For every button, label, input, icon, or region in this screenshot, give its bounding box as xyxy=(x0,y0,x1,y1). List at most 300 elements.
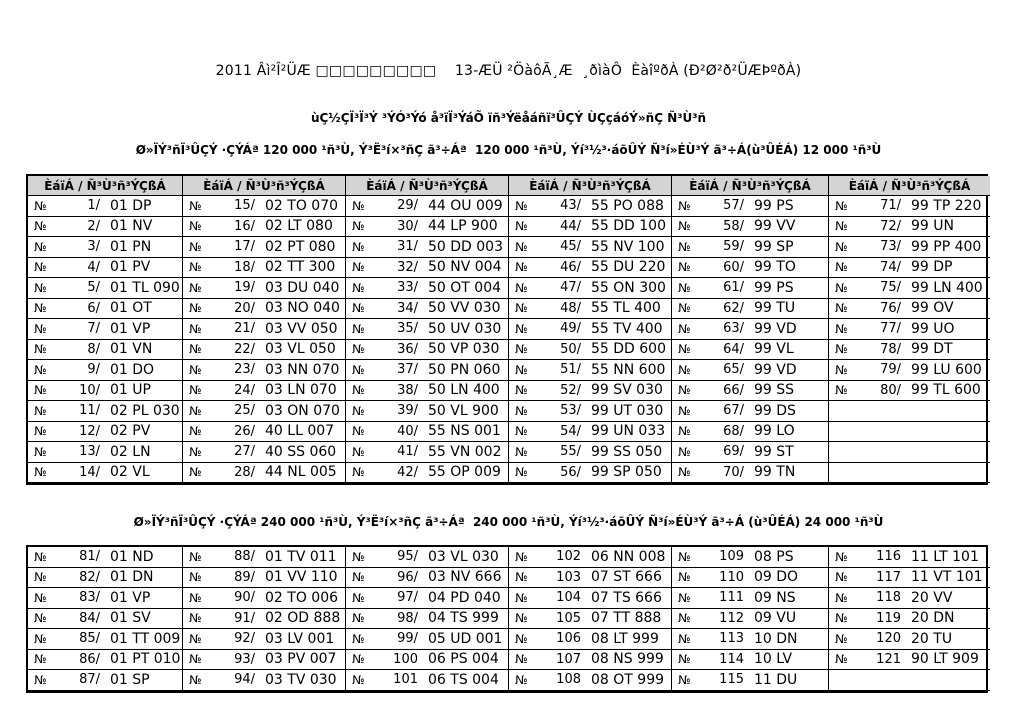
lot-no-sign: № xyxy=(189,239,202,254)
lot-cell xyxy=(28,360,183,381)
empty-cell xyxy=(829,401,990,422)
lot-code: 99 TU xyxy=(754,300,796,317)
lot-cell xyxy=(829,568,990,589)
lot-cell xyxy=(509,381,672,402)
lot-cell xyxy=(672,588,829,609)
lot-cell xyxy=(829,237,990,258)
lot-code: 99 SP 050 xyxy=(591,464,662,481)
lot-no-sign: № xyxy=(189,465,202,480)
lot-code: 03 TV 030 xyxy=(265,671,337,688)
lot-number: 19/ xyxy=(234,280,255,296)
lot-cell xyxy=(346,609,509,630)
lot-cell xyxy=(829,340,990,361)
lot-no-sign: № xyxy=(835,549,848,564)
lot-no-sign: № xyxy=(34,280,47,295)
lot-code: 55 PO 088 xyxy=(591,197,664,214)
lot-number: 61/ xyxy=(723,280,744,296)
lot-number: 119 xyxy=(876,610,901,626)
lot-cell xyxy=(829,299,990,320)
lot-code: 03 VL 050 xyxy=(265,341,336,358)
lot-no-sign: № xyxy=(352,611,365,626)
lot-cell xyxy=(183,442,346,463)
lot-cell xyxy=(183,629,346,650)
lot-cell xyxy=(509,422,672,443)
lot-cell xyxy=(28,319,183,340)
lot-no-sign: № xyxy=(515,239,528,254)
lot-no-sign: № xyxy=(515,280,528,295)
lot-no-sign: № xyxy=(352,198,365,213)
lot-no-sign: № xyxy=(678,590,691,605)
lot-no-sign: № xyxy=(515,362,528,377)
lot-number: 18/ xyxy=(234,259,255,275)
lot-number: 58/ xyxy=(723,218,744,234)
lot-cell xyxy=(509,442,672,463)
lot-number: 10/ xyxy=(79,382,100,398)
lot-code: 99 OV xyxy=(911,300,954,317)
lot-cell xyxy=(28,442,183,463)
lot-number: 7/ xyxy=(87,321,100,337)
lot-no-sign: № xyxy=(34,342,47,357)
lot-number: 86/ xyxy=(79,651,100,667)
lot-number: 25/ xyxy=(234,403,255,419)
lot-number: 78/ xyxy=(880,341,901,357)
lot-cell xyxy=(183,422,346,443)
column-header: ÈáïÁ / Ñ³Ù³ñ³ÝÇßÁ xyxy=(829,176,990,196)
lot-code: 99 SP xyxy=(754,238,794,255)
lot-no-sign: № xyxy=(34,672,47,687)
lot-code: 55 VN 002 xyxy=(428,443,502,460)
lot-number: 120 xyxy=(876,631,901,647)
lot-no-sign: № xyxy=(678,465,691,480)
lot-number: 21/ xyxy=(234,321,255,337)
lot-cell xyxy=(346,547,509,568)
lot-number: 116 xyxy=(876,549,901,565)
lot-number: 32/ xyxy=(397,259,418,275)
lot-code: 55 NN 600 xyxy=(591,361,666,378)
lot-number: 68/ xyxy=(723,423,744,439)
lot-no-sign: № xyxy=(189,198,202,213)
lot-cell xyxy=(28,588,183,609)
lot-no-sign: № xyxy=(678,239,691,254)
lot-number: 81/ xyxy=(79,549,100,565)
lot-number: 74/ xyxy=(880,259,901,275)
lot-code: 50 VL 900 xyxy=(428,402,499,419)
lot-code: 55 DD 600 xyxy=(591,341,666,358)
lot-number: 53/ xyxy=(560,403,581,419)
lot-code: 99 TL 600 xyxy=(911,382,981,399)
lot-no-sign: № xyxy=(34,362,47,377)
lot-number: 110 xyxy=(719,569,744,585)
lot-code: 02 PT 080 xyxy=(265,238,336,255)
lot-no-sign: № xyxy=(835,239,848,254)
lot-number: 35/ xyxy=(397,321,418,337)
lot-cell xyxy=(28,401,183,422)
lot-cell xyxy=(672,629,829,650)
lot-cell xyxy=(183,463,346,484)
lot-no-sign: № xyxy=(189,280,202,295)
lot-number: 48/ xyxy=(560,300,581,316)
lot-code: 01 TT 009 xyxy=(110,630,181,647)
lot-no-sign: № xyxy=(34,590,47,605)
lot-cell xyxy=(672,340,829,361)
lot-code: 50 OT 004 xyxy=(428,279,502,296)
lot-code: 01 OT xyxy=(110,300,152,317)
lot-number: 22/ xyxy=(234,341,255,357)
lot-code: 44 NL 005 xyxy=(265,464,337,481)
lot-cell xyxy=(672,401,829,422)
lot-code: 01 PV xyxy=(110,259,151,276)
lot-cell xyxy=(829,217,990,238)
lot-no-sign: № xyxy=(678,260,691,275)
lot-code: 01 DN xyxy=(110,569,154,586)
lot-no-sign: № xyxy=(515,342,528,357)
lot-code: 01 VN xyxy=(110,341,153,358)
lot-code: 01 VP xyxy=(110,320,151,337)
lot-code: 03 NO 040 xyxy=(265,300,340,317)
lot-no-sign: № xyxy=(835,362,848,377)
lot-cell xyxy=(346,629,509,650)
lot-number: 82/ xyxy=(79,569,100,585)
lot-no-sign: № xyxy=(189,301,202,316)
lot-cell xyxy=(28,217,183,238)
lot-code: 50 LN 400 xyxy=(428,382,500,399)
lot-no-sign: № xyxy=(515,403,528,418)
lot-no-sign: № xyxy=(515,549,528,564)
lot-code: 08 NS 999 xyxy=(591,651,664,668)
lot-code: 50 NV 004 xyxy=(428,259,502,276)
lot-no-sign: № xyxy=(34,219,47,234)
lot-code: 50 UV 030 xyxy=(428,320,502,337)
lot-cell xyxy=(28,340,183,361)
lot-number: 15/ xyxy=(234,198,255,214)
lot-no-sign: № xyxy=(352,590,365,605)
lot-code: 02 LN xyxy=(110,443,151,460)
lot-code: 08 OT 999 xyxy=(591,671,665,688)
lot-number: 38/ xyxy=(397,382,418,398)
lot-cell xyxy=(346,650,509,671)
lot-no-sign: № xyxy=(34,383,47,398)
lot-cell xyxy=(183,588,346,609)
lot-number: 44/ xyxy=(560,218,581,234)
lot-no-sign: № xyxy=(189,424,202,439)
lot-no-sign: № xyxy=(352,362,365,377)
lot-code: 04 PD 040 xyxy=(428,589,501,606)
lot-number: 14/ xyxy=(79,464,100,480)
lot-code: 02 TO 070 xyxy=(265,197,339,214)
lot-number: 111 xyxy=(719,590,744,606)
lot-number: 52/ xyxy=(560,382,581,398)
lot-no-sign: № xyxy=(352,631,365,646)
lot-cell xyxy=(672,217,829,238)
lot-cell xyxy=(672,422,829,443)
lot-cell xyxy=(28,299,183,320)
lot-number: 91/ xyxy=(234,610,255,626)
lot-no-sign: № xyxy=(515,652,528,667)
lot-cell xyxy=(28,381,183,402)
lot-number: 29/ xyxy=(397,198,418,214)
lot-no-sign: № xyxy=(678,403,691,418)
lot-number: 12/ xyxy=(79,423,100,439)
lot-no-sign: № xyxy=(835,590,848,605)
lot-code: 03 PV 007 xyxy=(265,651,337,668)
lot-no-sign: № xyxy=(352,403,365,418)
lot-no-sign: № xyxy=(34,444,47,459)
lot-no-sign: № xyxy=(34,465,47,480)
lot-no-sign: № xyxy=(835,280,848,295)
lot-cell xyxy=(346,442,509,463)
lot-cell xyxy=(346,217,509,238)
lot-no-sign: № xyxy=(835,321,848,336)
lot-number: 104 xyxy=(556,590,581,606)
lot-cell xyxy=(829,629,990,650)
lot-cell xyxy=(346,278,509,299)
section-1-heading: Ø»ÏÝ³ñÏ³ÛÇÝ ·ÇÝÁª 120 000 ¹ñ³Ù, Ý³Ë³í×³ñÇ ã³÷Áª 120 000 ¹ñ³Ù, Ýí³½³·áõÛÝ Ñ³í»ÉÙ³Ý ã³÷Á(ù³ÛÉÁ) 12 000 ¹ñ³Ù xyxy=(135,143,882,157)
lot-code: 02 TO 006 xyxy=(265,589,339,606)
empty-cell xyxy=(829,463,990,484)
lot-no-sign: № xyxy=(678,631,691,646)
lot-cell xyxy=(346,670,509,691)
lot-code: 04 TS 999 xyxy=(428,610,499,627)
lot-cell xyxy=(183,670,346,691)
lot-number: 90/ xyxy=(234,590,255,606)
lot-code: 01 DP xyxy=(110,197,152,214)
lot-no-sign: № xyxy=(515,424,528,439)
lot-number: 99/ xyxy=(397,631,418,647)
lot-cell xyxy=(346,299,509,320)
lot-cell xyxy=(183,547,346,568)
lot-no-sign: № xyxy=(515,383,528,398)
lot-cell xyxy=(183,237,346,258)
lot-code: 99 LN 400 xyxy=(911,279,983,296)
lot-no-sign: № xyxy=(835,260,848,275)
lot-no-sign: № xyxy=(189,219,202,234)
lot-cell xyxy=(28,650,183,671)
lot-code: 99 DP xyxy=(911,259,953,276)
lot-cell xyxy=(183,381,346,402)
lot-code: 50 VV 030 xyxy=(428,300,501,317)
lot-no-sign: № xyxy=(352,342,365,357)
lot-code: 05 UD 001 xyxy=(428,630,503,647)
lot-cell xyxy=(28,547,183,568)
lot-no-sign: № xyxy=(34,611,47,626)
lot-cell xyxy=(672,442,829,463)
lot-no-sign: № xyxy=(515,611,528,626)
lot-code: 01 VV 110 xyxy=(265,569,338,586)
lot-number: 36/ xyxy=(397,341,418,357)
lot-number: 39/ xyxy=(397,403,418,419)
lot-number: 106 xyxy=(556,631,581,647)
lot-code: 07 TS 666 xyxy=(591,589,662,606)
lot-code: 44 LP 900 xyxy=(428,218,498,235)
lot-code: 02 LT 080 xyxy=(265,218,333,235)
lot-no-sign: № xyxy=(678,383,691,398)
lot-cell xyxy=(183,319,346,340)
lot-code: 01 DO xyxy=(110,361,155,378)
lot-number: 9/ xyxy=(87,362,100,378)
lot-number: 79/ xyxy=(880,362,901,378)
lot-cell xyxy=(509,278,672,299)
lot-no-sign: № xyxy=(835,631,848,646)
lot-no-sign: № xyxy=(189,590,202,605)
lot-no-sign: № xyxy=(678,611,691,626)
lot-code: 55 NS 001 xyxy=(428,423,501,440)
lot-no-sign: № xyxy=(352,260,365,275)
lot-number: 8/ xyxy=(87,341,100,357)
lot-number: 71/ xyxy=(880,198,901,214)
lot-no-sign: № xyxy=(515,219,528,234)
lot-no-sign: № xyxy=(189,260,202,275)
lot-cell xyxy=(346,340,509,361)
lot-code: 03 NN 070 xyxy=(265,361,340,378)
lot-number: 51/ xyxy=(560,362,581,378)
lot-code: 99 TP 220 xyxy=(911,197,982,214)
lot-no-sign: № xyxy=(189,672,202,687)
lot-number: 13/ xyxy=(79,444,100,460)
lot-number: 23/ xyxy=(234,362,255,378)
lot-code: 01 TV 011 xyxy=(265,548,337,565)
lot-no-sign: № xyxy=(34,321,47,336)
lot-cell xyxy=(672,568,829,589)
lot-cell xyxy=(28,463,183,484)
lot-code: 99 PS xyxy=(754,279,794,296)
lot-no-sign: № xyxy=(352,219,365,234)
empty-cell xyxy=(829,670,990,691)
lot-number: 6/ xyxy=(87,300,100,316)
lot-number: 95/ xyxy=(397,549,418,565)
lot-no-sign: № xyxy=(678,570,691,585)
lot-code: 01 TL 090 xyxy=(110,279,180,296)
lot-number: 67/ xyxy=(723,403,744,419)
lot-no-sign: № xyxy=(34,260,47,275)
empty-cell xyxy=(829,422,990,443)
lot-no-sign: № xyxy=(515,260,528,275)
lot-code: 40 SS 060 xyxy=(265,443,337,460)
lot-no-sign: № xyxy=(352,321,365,336)
lot-code: 99 VV xyxy=(754,218,796,235)
lot-no-sign: № xyxy=(835,198,848,213)
lot-number: 100 xyxy=(393,651,418,667)
lot-code: 20 TU xyxy=(911,630,953,647)
lot-number: 101 xyxy=(393,672,418,688)
lot-code: 08 LT 999 xyxy=(591,630,659,647)
lot-no-sign: № xyxy=(515,198,528,213)
lot-code: 01 SV xyxy=(110,610,151,627)
lot-no-sign: № xyxy=(678,198,691,213)
lot-table-2 xyxy=(26,545,988,693)
lot-cell xyxy=(183,568,346,589)
lot-code: 02 VL xyxy=(110,464,150,481)
lot-code: 90 LT 909 xyxy=(911,651,979,668)
document-title: 2011 Âì²Î²ÜÆ □□□□□□□□□ 13-ÆÜ ²ÖàôÃ¸Æ ¸ðìàÔ ÈàîºðÀ (Ð²Ø²ð²ÜÆÞºðÀ) xyxy=(215,63,802,79)
lot-number: 42/ xyxy=(397,464,418,480)
lot-cell xyxy=(672,258,829,279)
lot-no-sign: № xyxy=(515,590,528,605)
lot-cell xyxy=(672,278,829,299)
lot-no-sign: № xyxy=(678,280,691,295)
lot-code: 01 UP xyxy=(110,382,151,399)
lot-cell xyxy=(509,401,672,422)
lot-no-sign: № xyxy=(189,549,202,564)
lot-code: 55 DD 100 xyxy=(591,218,666,235)
lot-cell xyxy=(183,650,346,671)
lot-number: 77/ xyxy=(880,321,901,337)
lot-no-sign: № xyxy=(34,631,47,646)
lot-number: 11/ xyxy=(79,403,100,419)
lot-cell xyxy=(509,360,672,381)
lot-cell xyxy=(829,258,990,279)
lot-no-sign: № xyxy=(189,611,202,626)
lot-cell xyxy=(509,299,672,320)
lot-code: 06 TS 004 xyxy=(428,671,499,688)
lot-number: 102 xyxy=(556,549,581,565)
lot-code: 11 VT 101 xyxy=(911,569,983,586)
lot-no-sign: № xyxy=(835,611,848,626)
lot-number: 87/ xyxy=(79,672,100,688)
column-header: ÈáïÁ / Ñ³Ù³ñ³ÝÇßÁ xyxy=(509,176,672,196)
lot-cell xyxy=(183,196,346,217)
lot-code: 09 VU xyxy=(754,610,797,627)
lot-code: 99 ST xyxy=(754,443,794,460)
lot-cell xyxy=(672,237,829,258)
lot-cell xyxy=(28,258,183,279)
lot-cell xyxy=(346,319,509,340)
lot-cell xyxy=(28,237,183,258)
lot-code: 03 LV 001 xyxy=(265,630,335,647)
lot-code: 11 LT 101 xyxy=(911,548,979,565)
lot-no-sign: № xyxy=(835,383,848,398)
lot-no-sign: № xyxy=(352,424,365,439)
lot-code: 99 VL xyxy=(754,341,794,358)
lot-cell xyxy=(346,258,509,279)
section-2-heading: Ø»ÏÝ³ñÏ³ÛÇÝ ·ÇÝÁª 240 000 ¹ñ³Ù, Ý³Ë³í×³ñÇ ã³÷Áª 240 000 ¹ñ³Ù, Ýí³½³·áõÛÝ Ñ³í»ÉÙ³Ý ã³÷Á (ù³ÛÉÁ) 24 000 ¹ñ³Ù xyxy=(133,515,884,529)
lot-number: 60/ xyxy=(723,259,744,275)
lot-number: 97/ xyxy=(397,590,418,606)
lot-no-sign: № xyxy=(34,239,47,254)
lot-number: 76/ xyxy=(880,300,901,316)
lot-no-sign: № xyxy=(34,301,47,316)
lot-number: 73/ xyxy=(880,239,901,255)
lot-code: 55 DU 220 xyxy=(591,259,666,276)
lot-cell xyxy=(829,196,990,217)
lot-number: 96/ xyxy=(397,569,418,585)
lot-number: 83/ xyxy=(79,590,100,606)
lot-code: 99 UN xyxy=(911,218,954,235)
lot-number: 47/ xyxy=(560,280,581,296)
lot-code: 99 PS xyxy=(754,197,794,214)
lot-code: 10 LV xyxy=(754,651,793,668)
lot-no-sign: № xyxy=(352,672,365,687)
lot-number: 84/ xyxy=(79,610,100,626)
lot-cell xyxy=(509,650,672,671)
lot-number: 70/ xyxy=(723,464,744,480)
lot-no-sign: № xyxy=(189,383,202,398)
lot-code: 02 OD 888 xyxy=(265,610,341,627)
lot-code: 99 LO xyxy=(754,423,795,440)
lot-code: 55 ON 300 xyxy=(591,279,666,296)
lot-number: 105 xyxy=(556,610,581,626)
lot-code: 99 DT xyxy=(911,341,953,358)
lot-cell xyxy=(672,360,829,381)
lot-cell xyxy=(829,588,990,609)
lot-code: 99 UO xyxy=(911,320,955,337)
lot-no-sign: № xyxy=(189,631,202,646)
lot-code: 03 NV 666 xyxy=(428,569,502,586)
lot-no-sign: № xyxy=(34,198,47,213)
lot-cell xyxy=(509,629,672,650)
lot-cell xyxy=(183,278,346,299)
lot-no-sign: № xyxy=(352,239,365,254)
lot-code: 06 NN 008 xyxy=(591,548,666,565)
